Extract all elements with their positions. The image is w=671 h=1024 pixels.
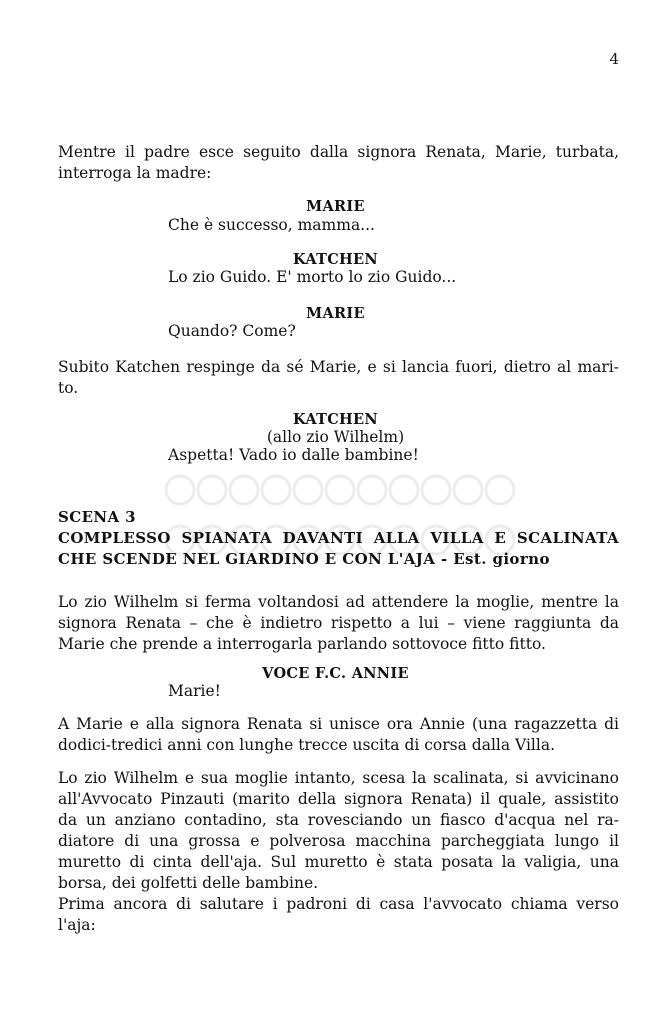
dialogue-line: Quando? Come?	[168, 322, 296, 340]
text-line: signora Renata – che è indietro rispetto a lui – viene raggiunta da	[58, 614, 619, 632]
action-paragraph-2	[58, 357, 619, 399]
scene-number: SCENA 3	[58, 508, 137, 526]
scene-heading	[58, 507, 619, 570]
dialogue-line: Lo zio Guido. E' morto lo zio Guido...	[168, 268, 457, 286]
action-paragraph-4	[58, 714, 619, 756]
dialogue-line: Marie!	[168, 682, 221, 700]
text-line: l'aja:	[58, 916, 96, 934]
character-cue: VOCE F.C. ANNIE	[262, 665, 409, 682]
text-line: interroga la madre:	[58, 164, 212, 182]
character-cue: KATCHEN	[293, 411, 378, 428]
text-line: muretto di cinta dell'aja. Sul muretto è stata posata la valigia, una	[58, 853, 619, 871]
action-paragraph-5	[58, 768, 619, 894]
action-paragraph-3	[58, 592, 619, 655]
text-line: to.	[58, 379, 79, 397]
text-line: Lo zio Wilhelm si ferma voltandosi ad attendere la moglie, mentre la	[58, 593, 619, 611]
text-line: Prima ancora di salutare i padroni di casa l'avvocato chiama verso	[58, 895, 619, 913]
page-number: 4	[609, 50, 619, 68]
text-line: Mentre il padre esce seguito dalla signora Renata, Marie, turbata,	[58, 143, 619, 161]
text-line: diatore di una grossa e polverosa macchina parcheggiata lungo il	[58, 832, 619, 850]
text-line: A Marie e alla signora Renata si unisce ora Annie (una ragazzetta di	[58, 715, 619, 733]
character-cue: MARIE	[306, 305, 365, 322]
text-line: dodici-tredici anni con lunghe trecce uscita di corsa dalla Villa.	[58, 736, 556, 754]
text-line: Subito Katchen respinge da sé Marie, e si lancia fuori, dietro al mari-	[58, 358, 619, 376]
character-cue: MARIE	[306, 198, 365, 215]
parenthetical: (allo zio Wilhelm)	[266, 428, 405, 446]
text-line: Marie che prende a interrogarla parlando sottovoce fitto fitto.	[58, 635, 546, 653]
action-paragraph-1	[58, 142, 619, 184]
scene-location-line: COMPLESSO SPIANATA DAVANTI ALLA VILLA E SCALINATA	[58, 529, 619, 547]
character-cue: KATCHEN	[293, 251, 378, 268]
text-line: Lo zio Wilhelm e sua moglie intanto, scesa la scalinata, si avvicinano	[58, 769, 619, 787]
text-line: all'Avvocato Pinzauti (marito della signora Renata) il quale, assistito	[58, 790, 619, 808]
dialogue-line: Aspetta! Vado io dalle bambine!	[168, 446, 419, 464]
dialogue-line: Che è successo, mamma...	[168, 216, 375, 234]
text-line: borsa, dei golfetti delle bambine.	[58, 874, 319, 892]
text-line: da un anziano contadino, sta rovesciando un fiasco d'acqua nel ra-	[58, 811, 619, 829]
scene-location-line: CHE SCENDE NEL GIARDINO E CON L'AJA - Est. giorno	[58, 550, 550, 568]
action-paragraph-6	[58, 894, 619, 936]
